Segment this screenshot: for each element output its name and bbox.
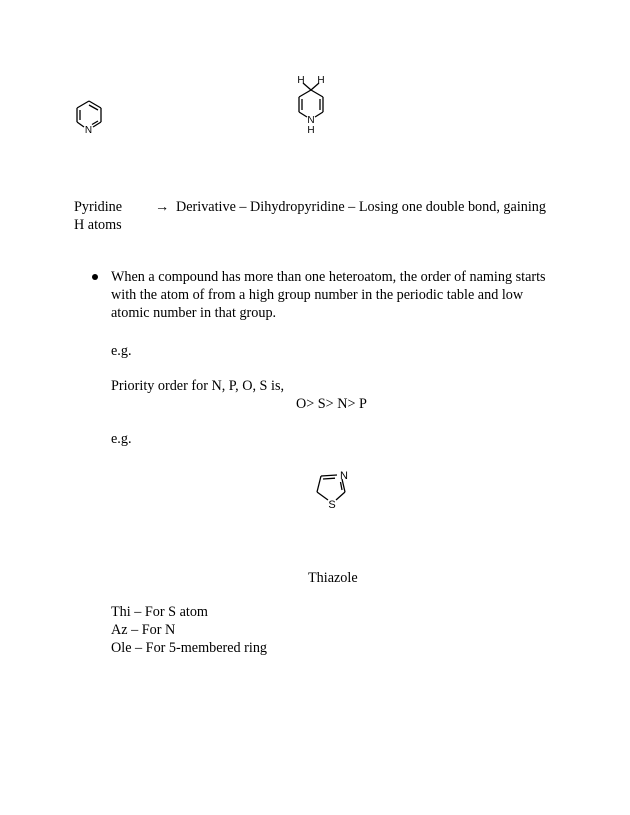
bullet-line-1: When a compound has more than one heteroatom, the order of naming starts [111, 269, 546, 285]
pyridine-structure [70, 96, 110, 140]
bullet-icon [92, 274, 98, 280]
priority-order: O> S> N> P [296, 396, 367, 412]
naming-part-az: Az – For N [111, 622, 176, 638]
dihydropyridine-h-left-label: H [297, 75, 305, 86]
example-label-2: e.g. [111, 431, 132, 447]
thiazole-caption: Thiazole [308, 570, 358, 586]
arrow-icon: → [155, 199, 170, 215]
dihydropyridine-structure [290, 72, 334, 138]
dihydropyridine-nh-hydrogen-label: H [307, 125, 315, 136]
pyridine-description: Derivative – Dihydropyridine – Losing one double bond, gaining [176, 199, 546, 215]
thiazole-nitrogen-label: N [340, 470, 348, 482]
thiazole-sulfur-label: S [328, 499, 336, 511]
priority-text: Priority order for N, P, O, S is, [111, 378, 285, 394]
pyridine-name: Pyridine [74, 199, 123, 215]
naming-part-ole: Ole – For 5-membered ring [111, 640, 268, 656]
pyridine-nitrogen-label: N [84, 125, 93, 136]
example-label-1: e.g. [111, 343, 132, 359]
pyridine-description-continuation: H atoms [74, 217, 122, 233]
thiazole-structure [312, 464, 356, 512]
bullet-line-2: with the atom of from a high group number in the periodic table and low [111, 287, 524, 303]
dihydropyridine-nitrogen-label: N [307, 115, 315, 126]
dihydropyridine-h-right-label: H [317, 75, 325, 86]
bullet-line-3: atomic number in that group. [111, 305, 277, 321]
naming-part-thi: Thi – For S atom [111, 604, 208, 620]
